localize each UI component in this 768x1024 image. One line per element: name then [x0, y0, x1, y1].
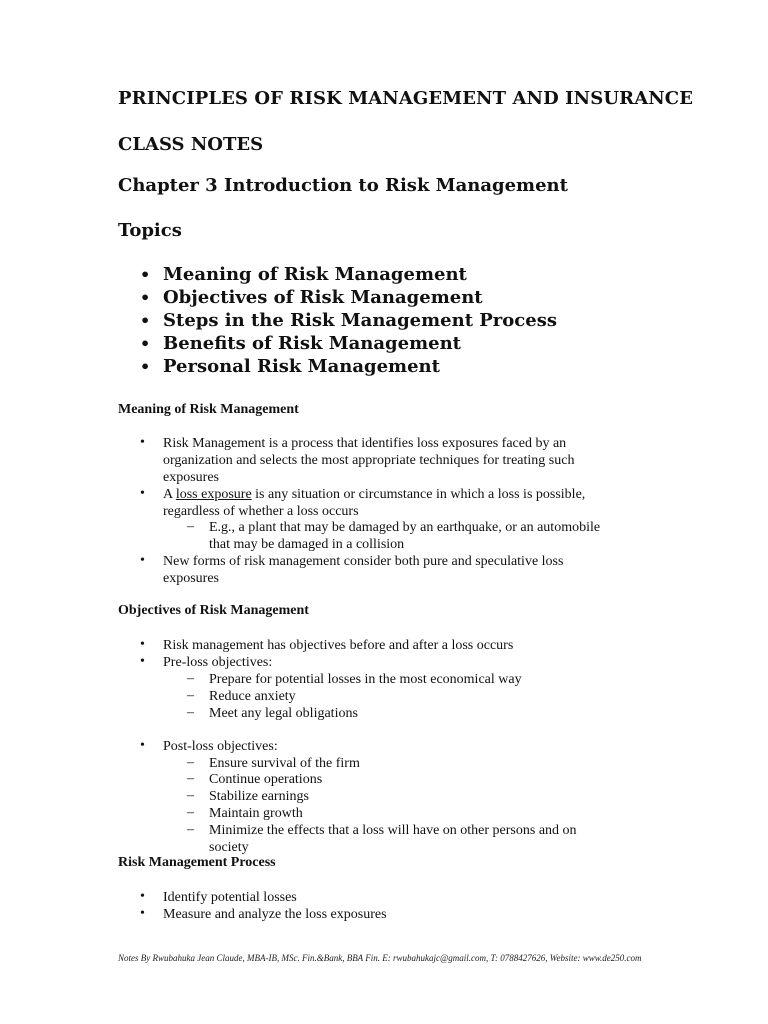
post-loss-item: Maintain growth — [209, 806, 303, 821]
objectives-item: Risk management has objectives before and after a loss occurs — [163, 638, 514, 653]
dash-icon: – — [187, 771, 194, 786]
bullet-icon: • — [140, 738, 145, 753]
bullet-icon: • — [140, 265, 151, 284]
bullet-icon: • — [140, 288, 151, 307]
bullet-icon: • — [140, 357, 151, 376]
topic-item: • Meaning of Risk Management — [140, 264, 467, 285]
bullet-icon: • — [140, 486, 145, 501]
chapter-heading: Chapter 3 Introduction to Risk Management — [118, 175, 568, 196]
meaning-heading: Meaning of Risk Management — [118, 402, 299, 417]
topic-item: • Personal Risk Management — [140, 356, 440, 377]
post-loss-item: Continue operations — [209, 772, 323, 787]
objectives-heading: Objectives of Risk Management — [118, 603, 309, 618]
bullet-icon: • — [140, 654, 145, 669]
post-loss-item: Ensure survival of the firm — [209, 756, 360, 771]
bullet-icon: • — [140, 637, 145, 652]
bullet-icon: • — [140, 906, 145, 921]
meaning-paragraph-1: Risk Management is a process that identifies loss exposures faced by an organization and selects the most appropriate techniques for treating such exposures — [163, 436, 575, 485]
document-title: PRINCIPLES OF RISK MANAGEMENT AND INSURANCE — [118, 88, 694, 109]
loss-exposure-term: loss exposure — [175, 487, 252, 502]
pre-loss-item: Meet any legal obligations — [209, 706, 358, 721]
class-notes-label: CLASS NOTES — [118, 134, 264, 155]
bullet-icon: • — [140, 553, 145, 568]
bullet-icon: • — [140, 435, 145, 450]
dash-icon: – — [187, 822, 194, 837]
process-item: Identify potential losses — [163, 890, 297, 905]
post-loss-item: Stabilize earnings — [209, 789, 309, 804]
process-heading: Risk Management Process — [118, 855, 276, 870]
topic-item: • Objectives of Risk Management — [140, 287, 483, 308]
dash-icon: – — [187, 671, 194, 686]
dash-icon: – — [187, 705, 194, 720]
post-loss-item: Minimize the effects that a loss will have on other persons and on society — [209, 823, 577, 855]
dash-icon: – — [187, 788, 194, 803]
dash-icon: – — [187, 805, 194, 820]
meaning-paragraph-2: A loss exposure is any situation or circumstance in which a loss is possible, regardless of whether a loss occurs — [163, 487, 586, 519]
dash-icon: – — [187, 688, 194, 703]
bullet-icon: • — [140, 311, 151, 330]
meaning-example: E.g., a plant that may be damaged by an earthquake, or an automobile that may be damaged in a collision — [209, 520, 601, 552]
meaning-paragraph-3: New forms of risk management consider both pure and speculative loss exposures — [163, 554, 564, 586]
topics-list — [140, 264, 557, 379]
topic-item: • Benefits of Risk Management — [140, 333, 461, 354]
dash-icon: – — [187, 755, 194, 770]
bullet-icon: • — [140, 889, 145, 904]
page-footer: Notes By Rwubahuka Jean Claude, MBA-IB, MSc. Fin.&Bank, BBA Fin. E: rwubahukajc@gmail.com, T: 0788427626, Website: www.de250.com — [118, 953, 642, 963]
dash-icon: – — [187, 519, 194, 534]
topic-item: • Steps in the Risk Management Process — [140, 310, 557, 331]
post-loss-label: Post-loss objectives: — [163, 739, 278, 754]
pre-loss-label: Pre-loss objectives: — [163, 655, 273, 670]
process-item: Measure and analyze the loss exposures — [163, 907, 387, 922]
pre-loss-item: Reduce anxiety — [209, 689, 296, 704]
bullet-icon: • — [140, 334, 151, 353]
pre-loss-item: Prepare for potential losses in the most economical way — [209, 672, 522, 687]
topics-heading: Topics — [118, 220, 182, 241]
